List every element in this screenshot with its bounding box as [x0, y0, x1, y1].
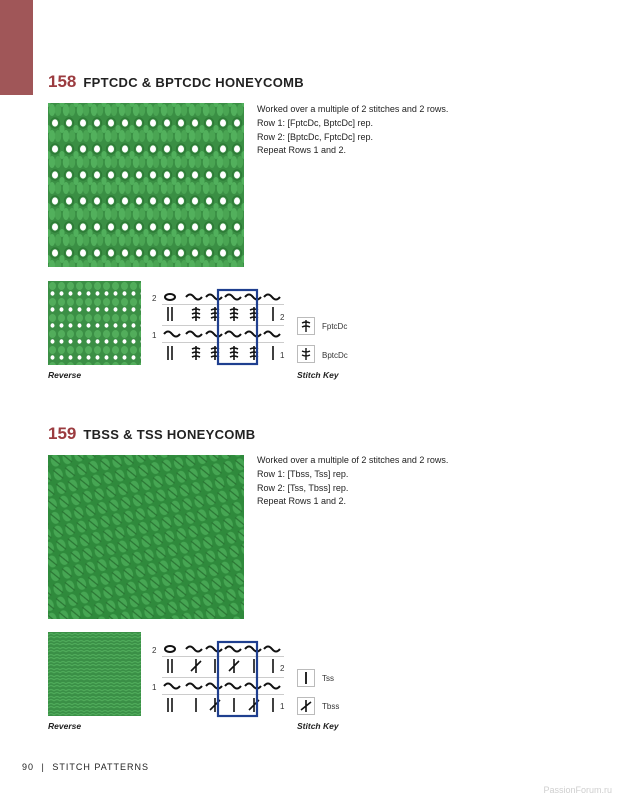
- row-label-right: 2: [280, 313, 285, 322]
- stitch-chart-159: [150, 639, 292, 726]
- row-label-left: 1: [152, 331, 157, 340]
- section-title: TBSS & TSS HONEYCOMB: [83, 427, 256, 442]
- instructions-158: [257, 103, 448, 158]
- instruction-line: Repeat Rows 1 and 2.: [257, 496, 347, 507]
- swatch-photo-front: [48, 103, 244, 267]
- key-label: BptcDc: [322, 351, 348, 360]
- page-footer: [22, 762, 149, 772]
- swatch-photo-reverse: [48, 632, 141, 716]
- instructions-159: [257, 454, 448, 509]
- fptcdc-icon: [297, 317, 315, 335]
- tbss-icon: [297, 697, 315, 715]
- section-159-heading: [48, 424, 256, 444]
- footer-separator: |: [41, 762, 45, 772]
- footer-section: STITCH PATTERNS: [52, 762, 150, 772]
- section-number: 158: [48, 72, 77, 91]
- stitch-chart-158: [150, 287, 292, 374]
- bptcdc-icon: [297, 345, 315, 363]
- instruction-line: Row 1: [FptcDc, BptcDc] rep.: [257, 117, 374, 128]
- instruction-line: Repeat Rows 1 and 2.: [257, 145, 347, 156]
- swatch-photo-front: [48, 455, 244, 619]
- key-label: FptcDc: [322, 322, 348, 331]
- watermark: PassionForum.ru: [543, 785, 612, 795]
- page-number: 90: [22, 762, 35, 772]
- swatch-photo-reverse: [48, 281, 141, 365]
- row-label-right: 1: [280, 351, 285, 360]
- instruction-line: Row 2: [BptcDc, FptcDc] rep.: [257, 131, 374, 142]
- section-title: FPTCDC & BPTCDC HONEYCOMB: [83, 75, 304, 90]
- row-label-left: 2: [152, 646, 157, 655]
- chart-grid: [162, 304, 284, 343]
- reverse-caption: Reverse: [48, 721, 82, 731]
- chapter-tab: [0, 0, 33, 95]
- instruction-line: Row 1: [Tbss, Tss] rep.: [257, 468, 349, 479]
- tss-icon: [297, 669, 315, 687]
- stitch-key-caption: Stitch Key: [297, 721, 339, 731]
- row-label-right: 1: [280, 702, 285, 711]
- instruction-line: Row 2: [Tss, Tbss] rep.: [257, 482, 349, 493]
- section-number: 159: [48, 424, 77, 443]
- instruction-line: Worked over a multiple of 2 stitches and 2 rows.: [257, 104, 449, 114]
- row-label-right: 2: [280, 664, 285, 673]
- instruction-line: Worked over a multiple of 2 stitches and 2 rows.: [257, 455, 449, 465]
- reverse-caption: Reverse: [48, 370, 82, 380]
- row-label-left: 2: [152, 294, 157, 303]
- row-label-left: 1: [152, 683, 157, 692]
- key-label: Tbss: [322, 702, 340, 711]
- section-158-heading: [48, 72, 304, 92]
- stitch-key-caption: Stitch Key: [297, 370, 339, 380]
- key-label: Tss: [322, 674, 334, 683]
